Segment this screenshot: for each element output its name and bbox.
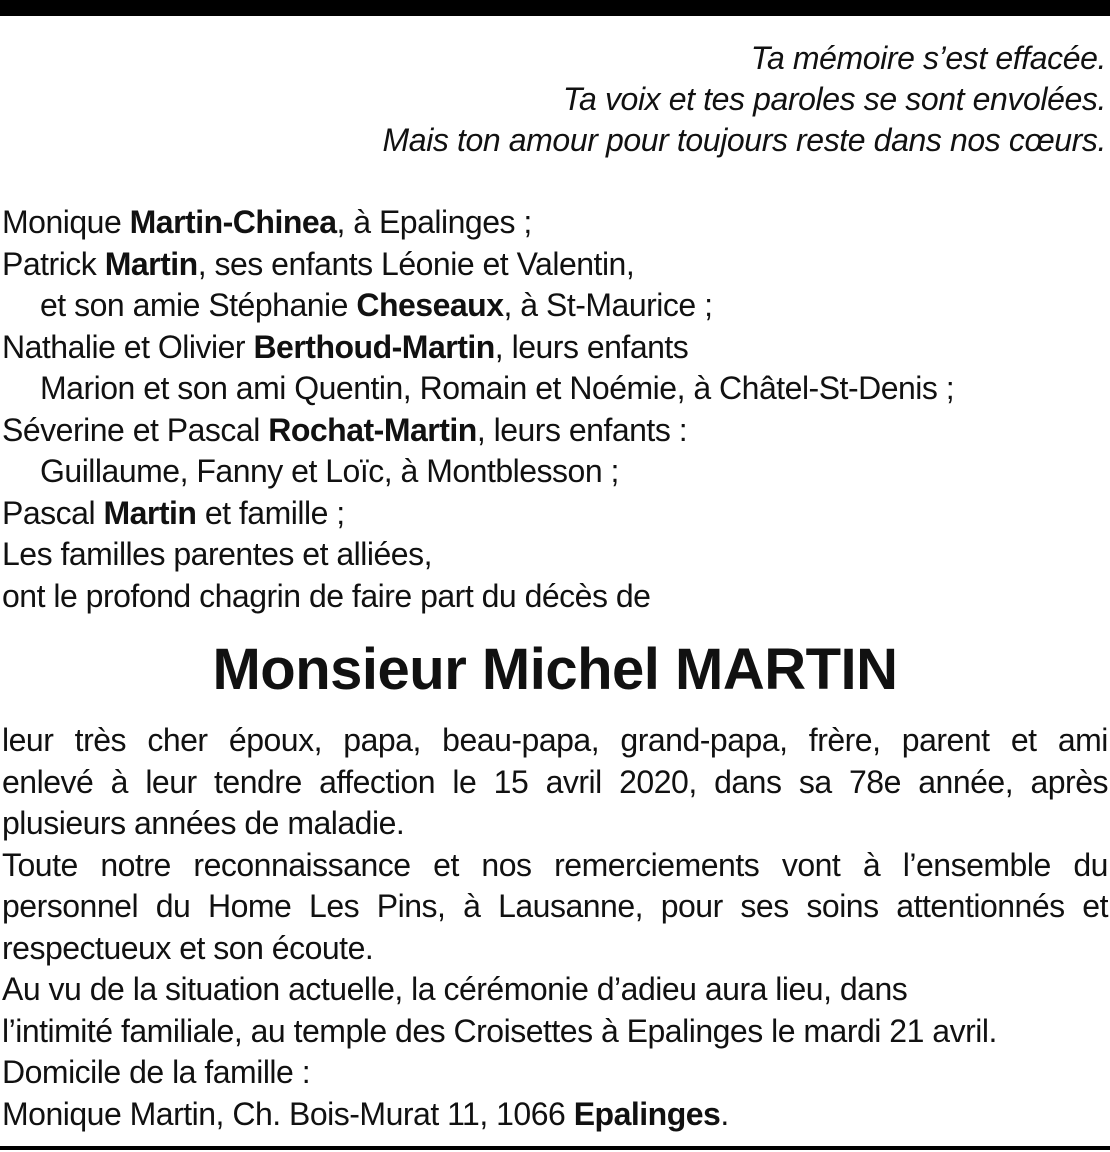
body-word: enlevé [2,763,94,800]
body-word: tendre [214,763,302,800]
body-word: soins [806,888,879,924]
body-word: notre [100,846,171,883]
domicile-label: Domicile de la famille : [2,1054,311,1090]
body-word: remerciements [554,846,760,883]
body-word: beau-papa, [442,722,600,758]
bottom-rule [0,1146,1110,1150]
body-word: Home [207,888,292,924]
deceased-name: Monsieur Michel MARTIN [212,637,898,702]
body-word: très [74,722,127,758]
body-word: ami [1057,722,1108,758]
family-list [2,202,954,617]
body-word: attentionnés [896,888,1065,924]
body-word: dans [714,763,782,800]
family-surname: Martin-Chinea [129,204,337,240]
body-word: personnel [2,888,139,924]
poem-line: Ta voix et tes paroles se sont envolées. [562,81,1106,117]
body-word: grand-papa, [620,722,788,758]
body-word: 78e [848,763,901,800]
family-line-families: Les familles parentes et alliées, [2,536,432,572]
family-surname: Martin [104,245,198,282]
body-word: et [1010,722,1037,758]
body-word: Pins, [376,888,446,924]
notice-body [2,720,1108,1135]
body-word: papa, [343,722,421,758]
body-word: du [1073,846,1108,883]
body-word: du [155,888,191,924]
body-word: à [463,888,481,924]
memorial-poem [383,38,1106,161]
body-word: cher [147,722,208,758]
body-line: respectueux et son écoute. [2,929,374,966]
body-word: pour [660,888,723,924]
family-line-monique: Monique Martin-Chinea, à Epalinges ; [2,204,532,240]
body-word: après [1030,763,1108,800]
body-word: Les [309,888,360,924]
body-word: leur [2,722,54,758]
body-word: époux, [228,722,322,758]
family-line-announcement: ont le profond chagrin de faire part du décès de [2,577,651,614]
family-line-severine-children: Guillaume, Fanny et Loïc, à Montblesson ; [40,453,619,489]
family-surname: Cheseaux [356,287,504,323]
body-line [2,886,1108,928]
family-line-stephanie: et son amie Stéphanie Cheseaux, à St-Maurice ; [40,287,713,323]
body-word: leur [145,763,197,800]
body-word: à [110,763,128,800]
body-line: l’intimité familiale, au temple des Croisettes à Epalinges le mardi 21 avril. [2,1012,997,1049]
body-word: avril [545,763,602,800]
body-line: plusieurs années de maladie. [2,805,405,841]
family-line-nathalie-children: Marion et son ami Quentin, Romain et Noémie, à Châtel-St-Denis ; [40,370,955,406]
body-word: à [862,846,881,883]
family-line-severine: Séverine et Pascal Rochat-Martin, leurs enfants : [2,411,688,448]
family-line-nathalie: Nathalie et Olivier Berthoud-Martin, leurs enfants [2,328,689,365]
body-word: ses [740,888,789,924]
body-word: et [433,846,459,883]
body-word: le [452,763,477,800]
family-line-pascal: Pascal Martin et famille ; [2,494,345,531]
body-line: Au vu de la situation actuelle, la cérémonie d’adieu aura lieu, dans [2,971,908,1007]
poem-line: Ta mémoire s’est effacée. [750,40,1106,76]
body-word: année, [918,763,1014,800]
body-word: parent [901,722,990,758]
body-word: l’ensemble [902,846,1051,883]
poem-line: Mais ton amour pour toujours reste dans nos cœurs. [382,122,1106,158]
body-word: reconnaissance [193,846,411,883]
body-line [2,845,1108,887]
top-rule [0,0,1110,16]
body-word: sa [798,763,832,800]
address-city: Epalinges [573,1095,721,1132]
family-line-patrick: Patrick Martin, ses enfants Léonie et Valentin, [2,245,635,282]
body-line [2,720,1108,762]
body-word: frère, [808,722,881,758]
body-word: vont [781,846,841,883]
body-word: Lausanne, [498,888,644,924]
body-word: et [1082,888,1108,924]
family-surname: Berthoud-Martin [253,328,495,365]
body-word: 2020, [619,763,697,800]
body-word: 15 [493,763,529,800]
family-address: Monique Martin, Ch. Bois-Murat 11, 1066 Epalinges. [2,1095,729,1132]
body-word: nos [481,846,532,883]
body-word: Toute [2,846,78,883]
body-line [2,762,1108,804]
family-surname: Martin [103,494,197,531]
body-word: affection [319,763,436,800]
family-surname: Rochat-Martin [268,411,477,448]
